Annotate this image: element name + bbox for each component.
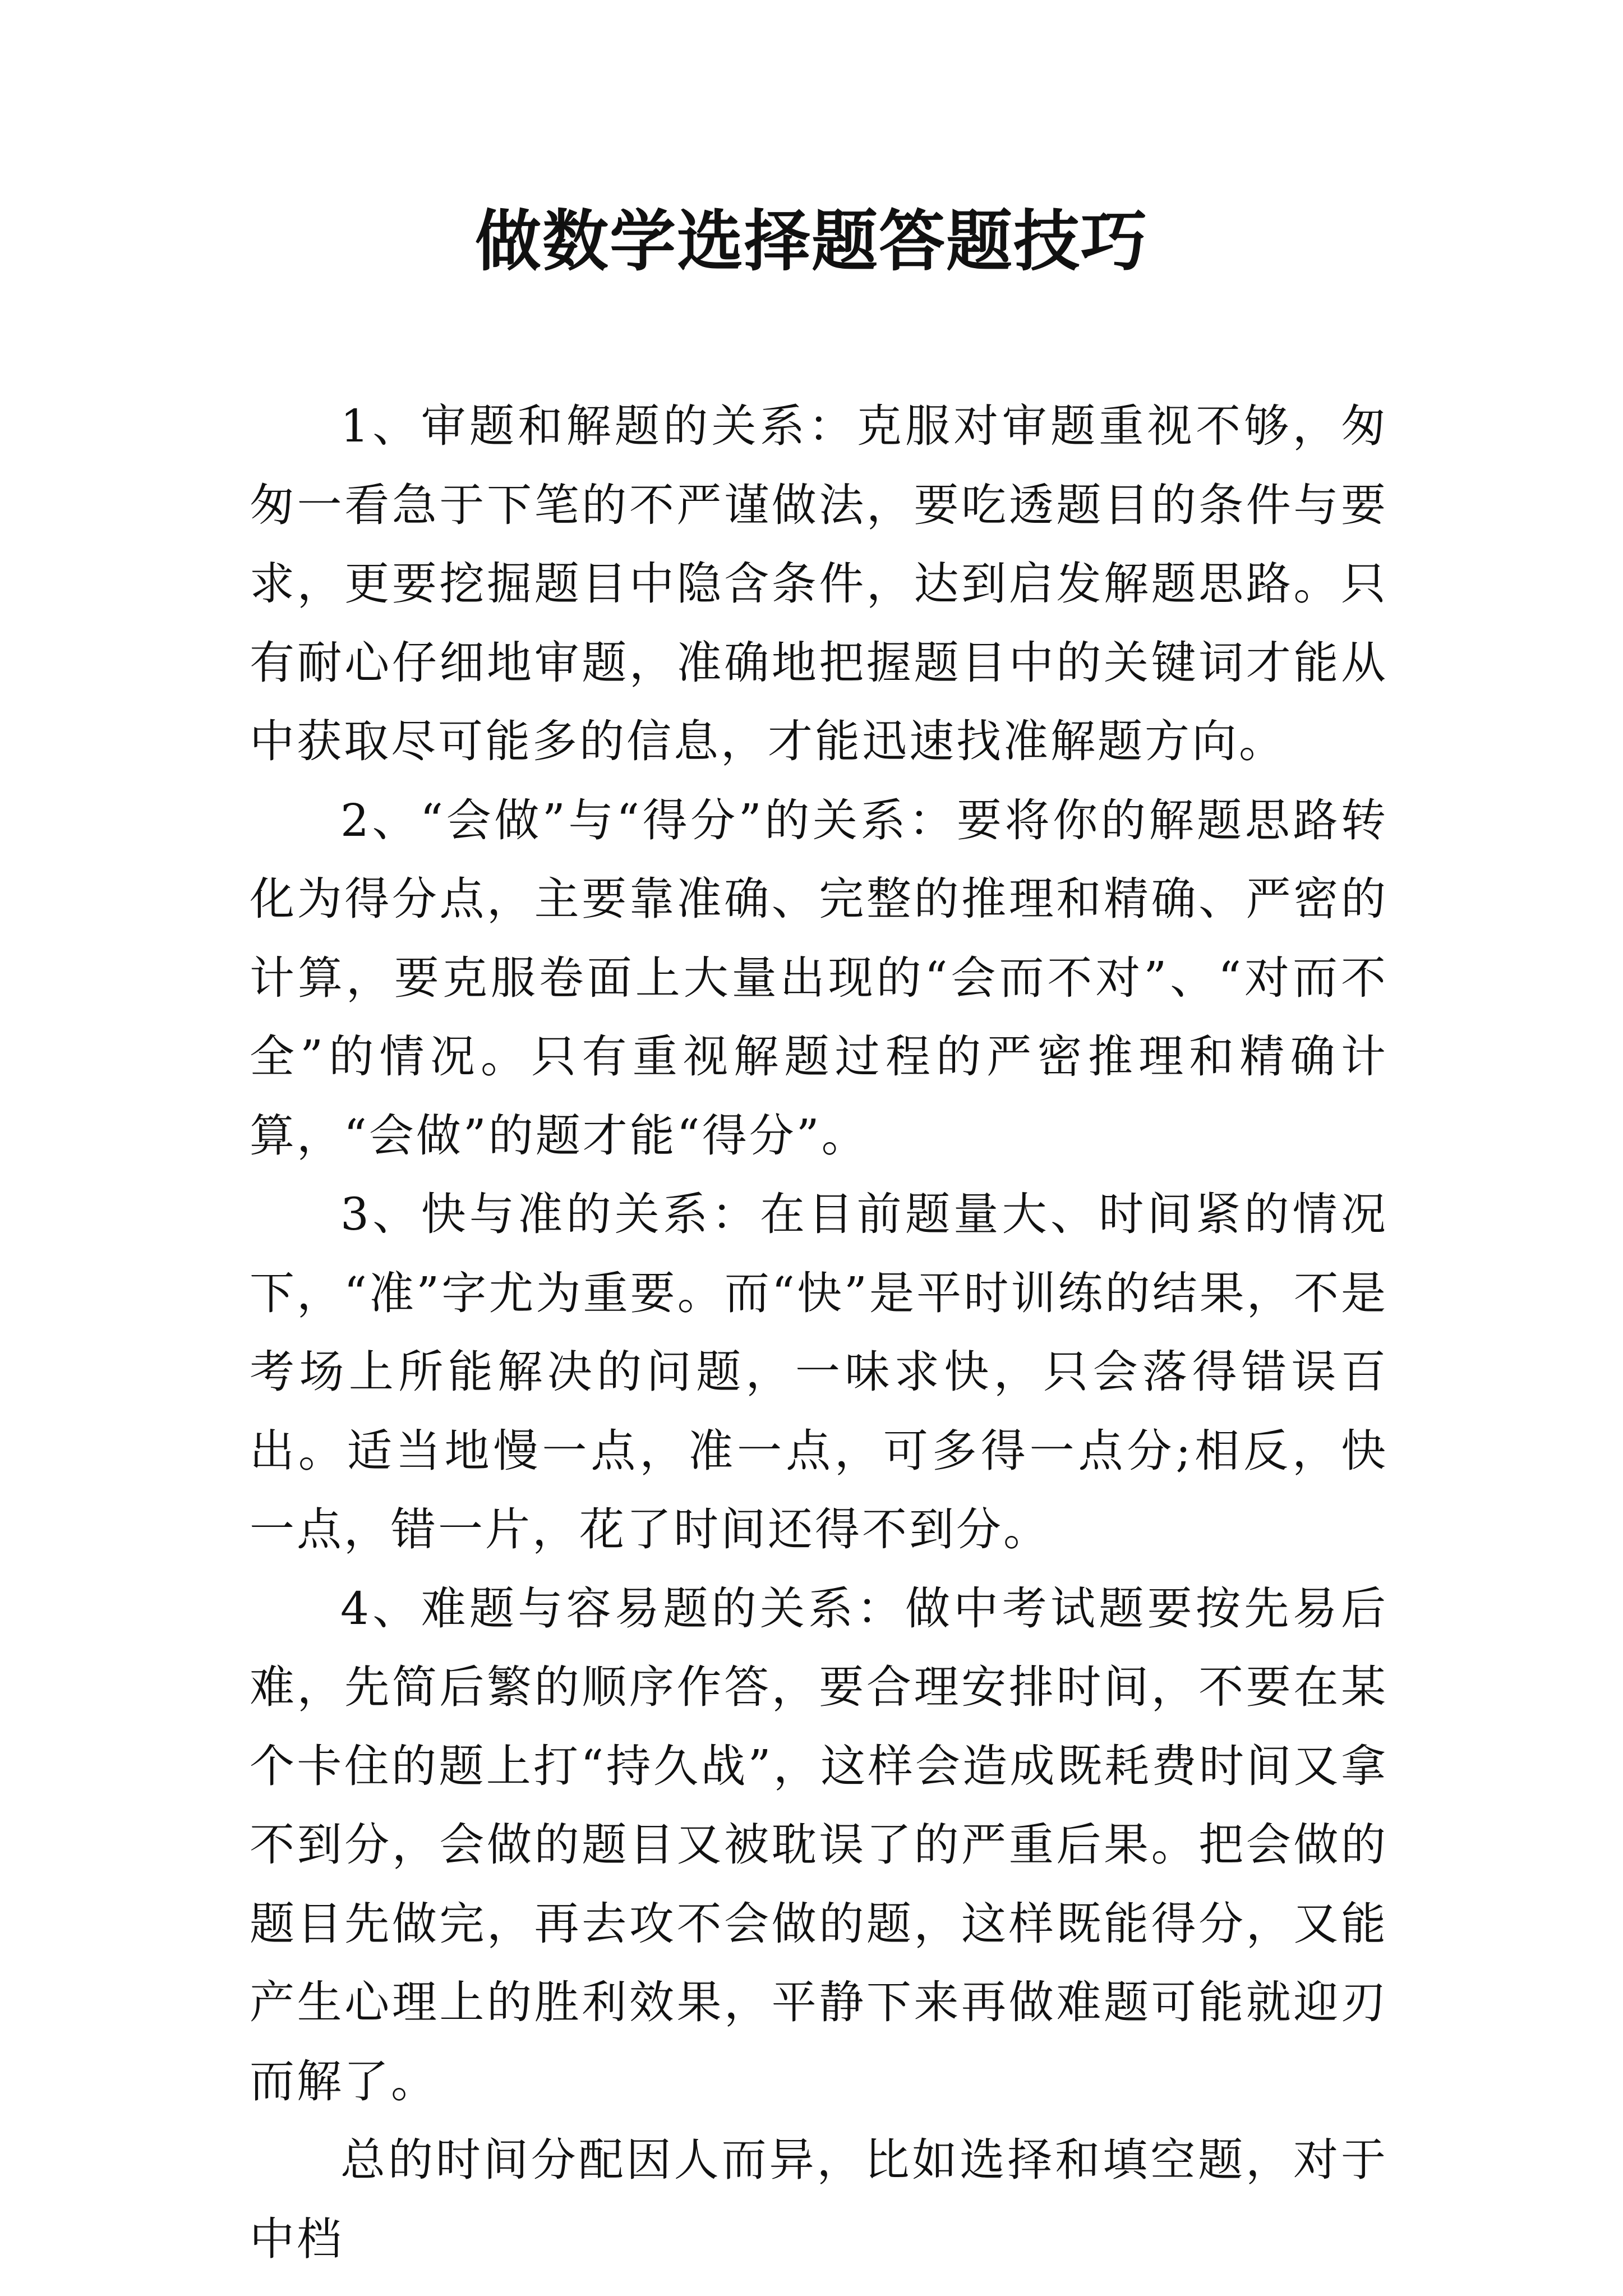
document-title: 做数学选择题答题技巧 xyxy=(474,202,1148,280)
paragraph-2: 2、“会做”与“得分”的关系：要将你的解题思路转化为得分点，主要靠准确、完整的推理和精确、严密的计算，要克服卷面上大量出现的“会而不对”、“对而不全”的情况。只有重视解题过程的严密推理和精确计算，“会做”的题才能“得分”。 xyxy=(250,794,1388,1162)
paragraph-3: 3、快与准的关系：在目前题量大、时间紧的情况下，“准”字尤为重要。而“快”是平时训练的结果，不是考场上所能解决的问题，一味求快，只会落得错误百出。适当地慢一点，准一点，可多得一点分;相反，快一点，错一片，花了时间还得不到分。 xyxy=(250,1188,1388,1556)
document-body xyxy=(250,387,1388,2279)
paragraph-1: 1、审题和解题的关系：克服对审题重视不够，匆匆一看急于下笔的不严谨做法，要吃透题目的条件与要求，更要挖掘题目中隐含条件，达到启发解题思路。只有耐心仔细地审题，准确地把握题目中的关键词才能从中获取尽可能多的信息，才能迅速找准解题方向。 xyxy=(250,400,1388,767)
paragraph-4: 4、难题与容易题的关系：做中考试题要按先易后难，先简后繁的顺序作答，要合理安排时间，不要在某个卡住的题上打“持久战”，这样会造成既耗费时间又拿不到分，会做的题目又被耽误了的严重后果。把会做的题目先做完，再去攻不会做的题，这样既能得分，又能产生心理上的胜利效果，平静下来再做难题可能就迎刃而解了。 xyxy=(250,1582,1388,2108)
paragraph-5: 总的时间分配因人而异，比如选择和填空题，对于中档 xyxy=(250,2134,1388,2265)
